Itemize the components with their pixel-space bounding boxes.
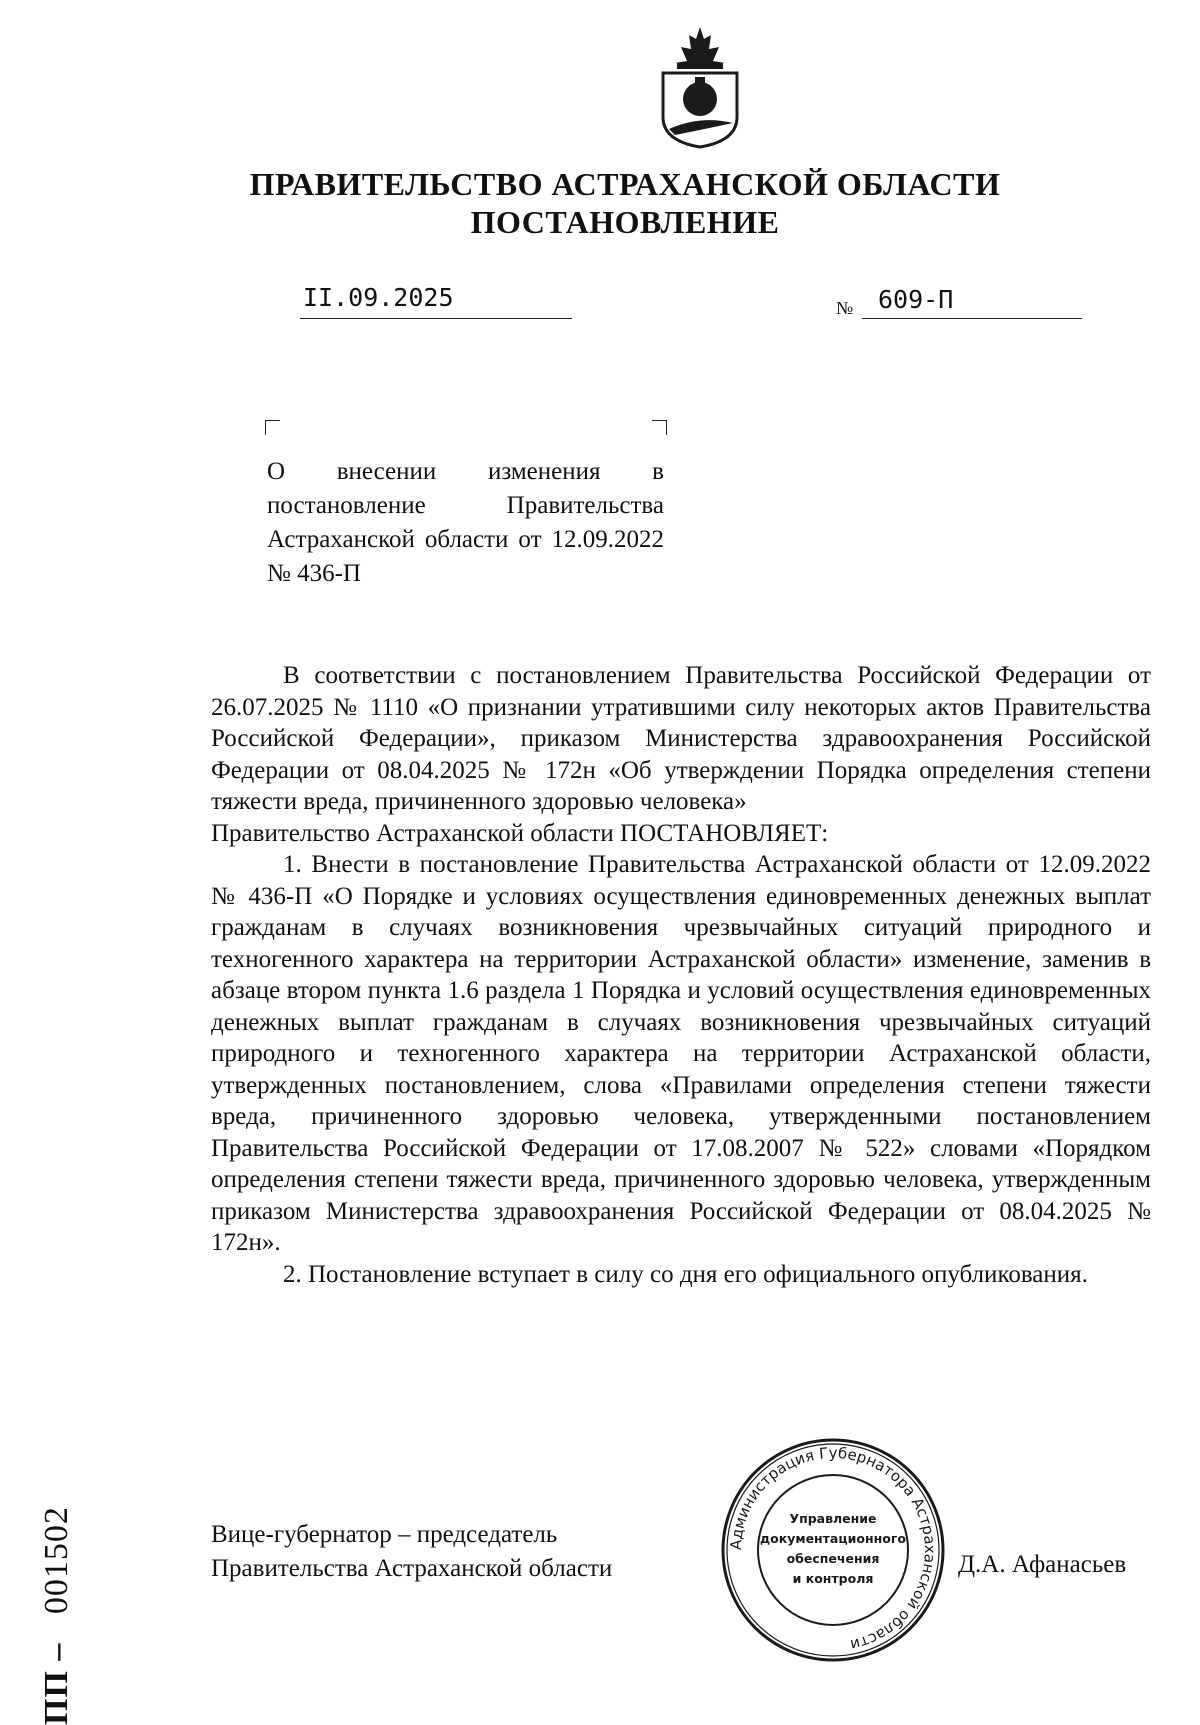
signatory-role-line-2: Правительства Астраханской области bbox=[211, 1555, 613, 1582]
item-1-paragraph: 1. Внести в постановление Правительства Астраханской области от 12.09.2022 № 436-П «О Порядке и условиях осуществления единовременных денежных выплат гражданам в случаях возникновения чрезвычайных ситуаций природного и техногенного характера на территории Астраханской области» изменение, заменив в абзаце втором пункта 1.6 раздела 1 Порядка и условий осуществления единовременных денежных выплат гражданам в случаях возникновения чрезвычайных ситуаций природного и техногенного характера на территории Астраханской области, утвержденных постановлением, слова «Правилами определения степени тяжести вреда, причиненного здоровью человека, утвержденными постановлением Правительства Российской Федерации от 17.08.2007 № 522» словами «Порядком определения степени тяжести вреда, причиненного здоровью человека, утвержденным приказом Министерства здравоохранения Российской Федерации от 08.04.2025 № 172н». bbox=[211, 851, 1151, 1256]
official-stamp bbox=[718, 1435, 948, 1665]
stamp-ring-text: Администрация Губернатора Астраханской области bbox=[726, 1443, 940, 1655]
number-underline bbox=[862, 318, 1082, 319]
stamp-line-2: документационного bbox=[760, 1531, 906, 1546]
government-name: ПРАВИТЕЛЬСТВО АСТРАХАНСКОЙ ОБЛАСТИ bbox=[249, 166, 1001, 202]
document-type: ПОСТАНОВЛЕНИЕ bbox=[470, 204, 780, 240]
document-subject: О внесении изменения в постановление Правительства Астраханской области от 12.09.2022 № 436-П bbox=[267, 458, 664, 587]
stamp-line-3: обеспечения bbox=[786, 1551, 880, 1566]
resolves-paragraph: Правительство Астраханской области ПОСТАНОВЛЯЕТ: bbox=[211, 819, 829, 847]
item-2-paragraph: 2. Постановление вступает в силу со дня его официального опубликования. bbox=[283, 1260, 1088, 1288]
stamp-line-1: Управление bbox=[789, 1511, 877, 1526]
signatory-role-line-1: Вице-губернатор – председатель bbox=[211, 1521, 558, 1548]
signatory-role bbox=[211, 1518, 691, 1586]
signatory-name: Д.А. Афанасьев bbox=[958, 1551, 1127, 1578]
document-header bbox=[230, 165, 1020, 241]
stamp-line-4: и контроля bbox=[792, 1571, 874, 1586]
number-sign: № bbox=[836, 298, 854, 318]
preamble-paragraph: В соответствии с постановлением Правительства Российской Федерации от 26.07.2025 № 1110 «О признании утратившими силу некоторых актов Правительства Российской Федерации», приказом Министерства здравоохранения Российской Федерации от 08.04.2025 № 172н «Об утверждении Порядка определения степени тяжести вреда, причиненного здоровью человека» bbox=[211, 662, 1151, 815]
form-serial-series: ПП – bbox=[38, 1642, 75, 1725]
form-serial-number bbox=[38, 1506, 78, 1725]
date-underline bbox=[300, 318, 572, 319]
document-number: 609-П bbox=[878, 285, 954, 314]
form-serial-digits: 001502 bbox=[38, 1506, 75, 1615]
coat-of-arms-emblem bbox=[655, 25, 745, 150]
subject-corner-left bbox=[265, 420, 280, 435]
document-date: II.09.2025 bbox=[303, 283, 454, 312]
document-body bbox=[211, 660, 1151, 1290]
subject-corner-right bbox=[652, 420, 667, 435]
